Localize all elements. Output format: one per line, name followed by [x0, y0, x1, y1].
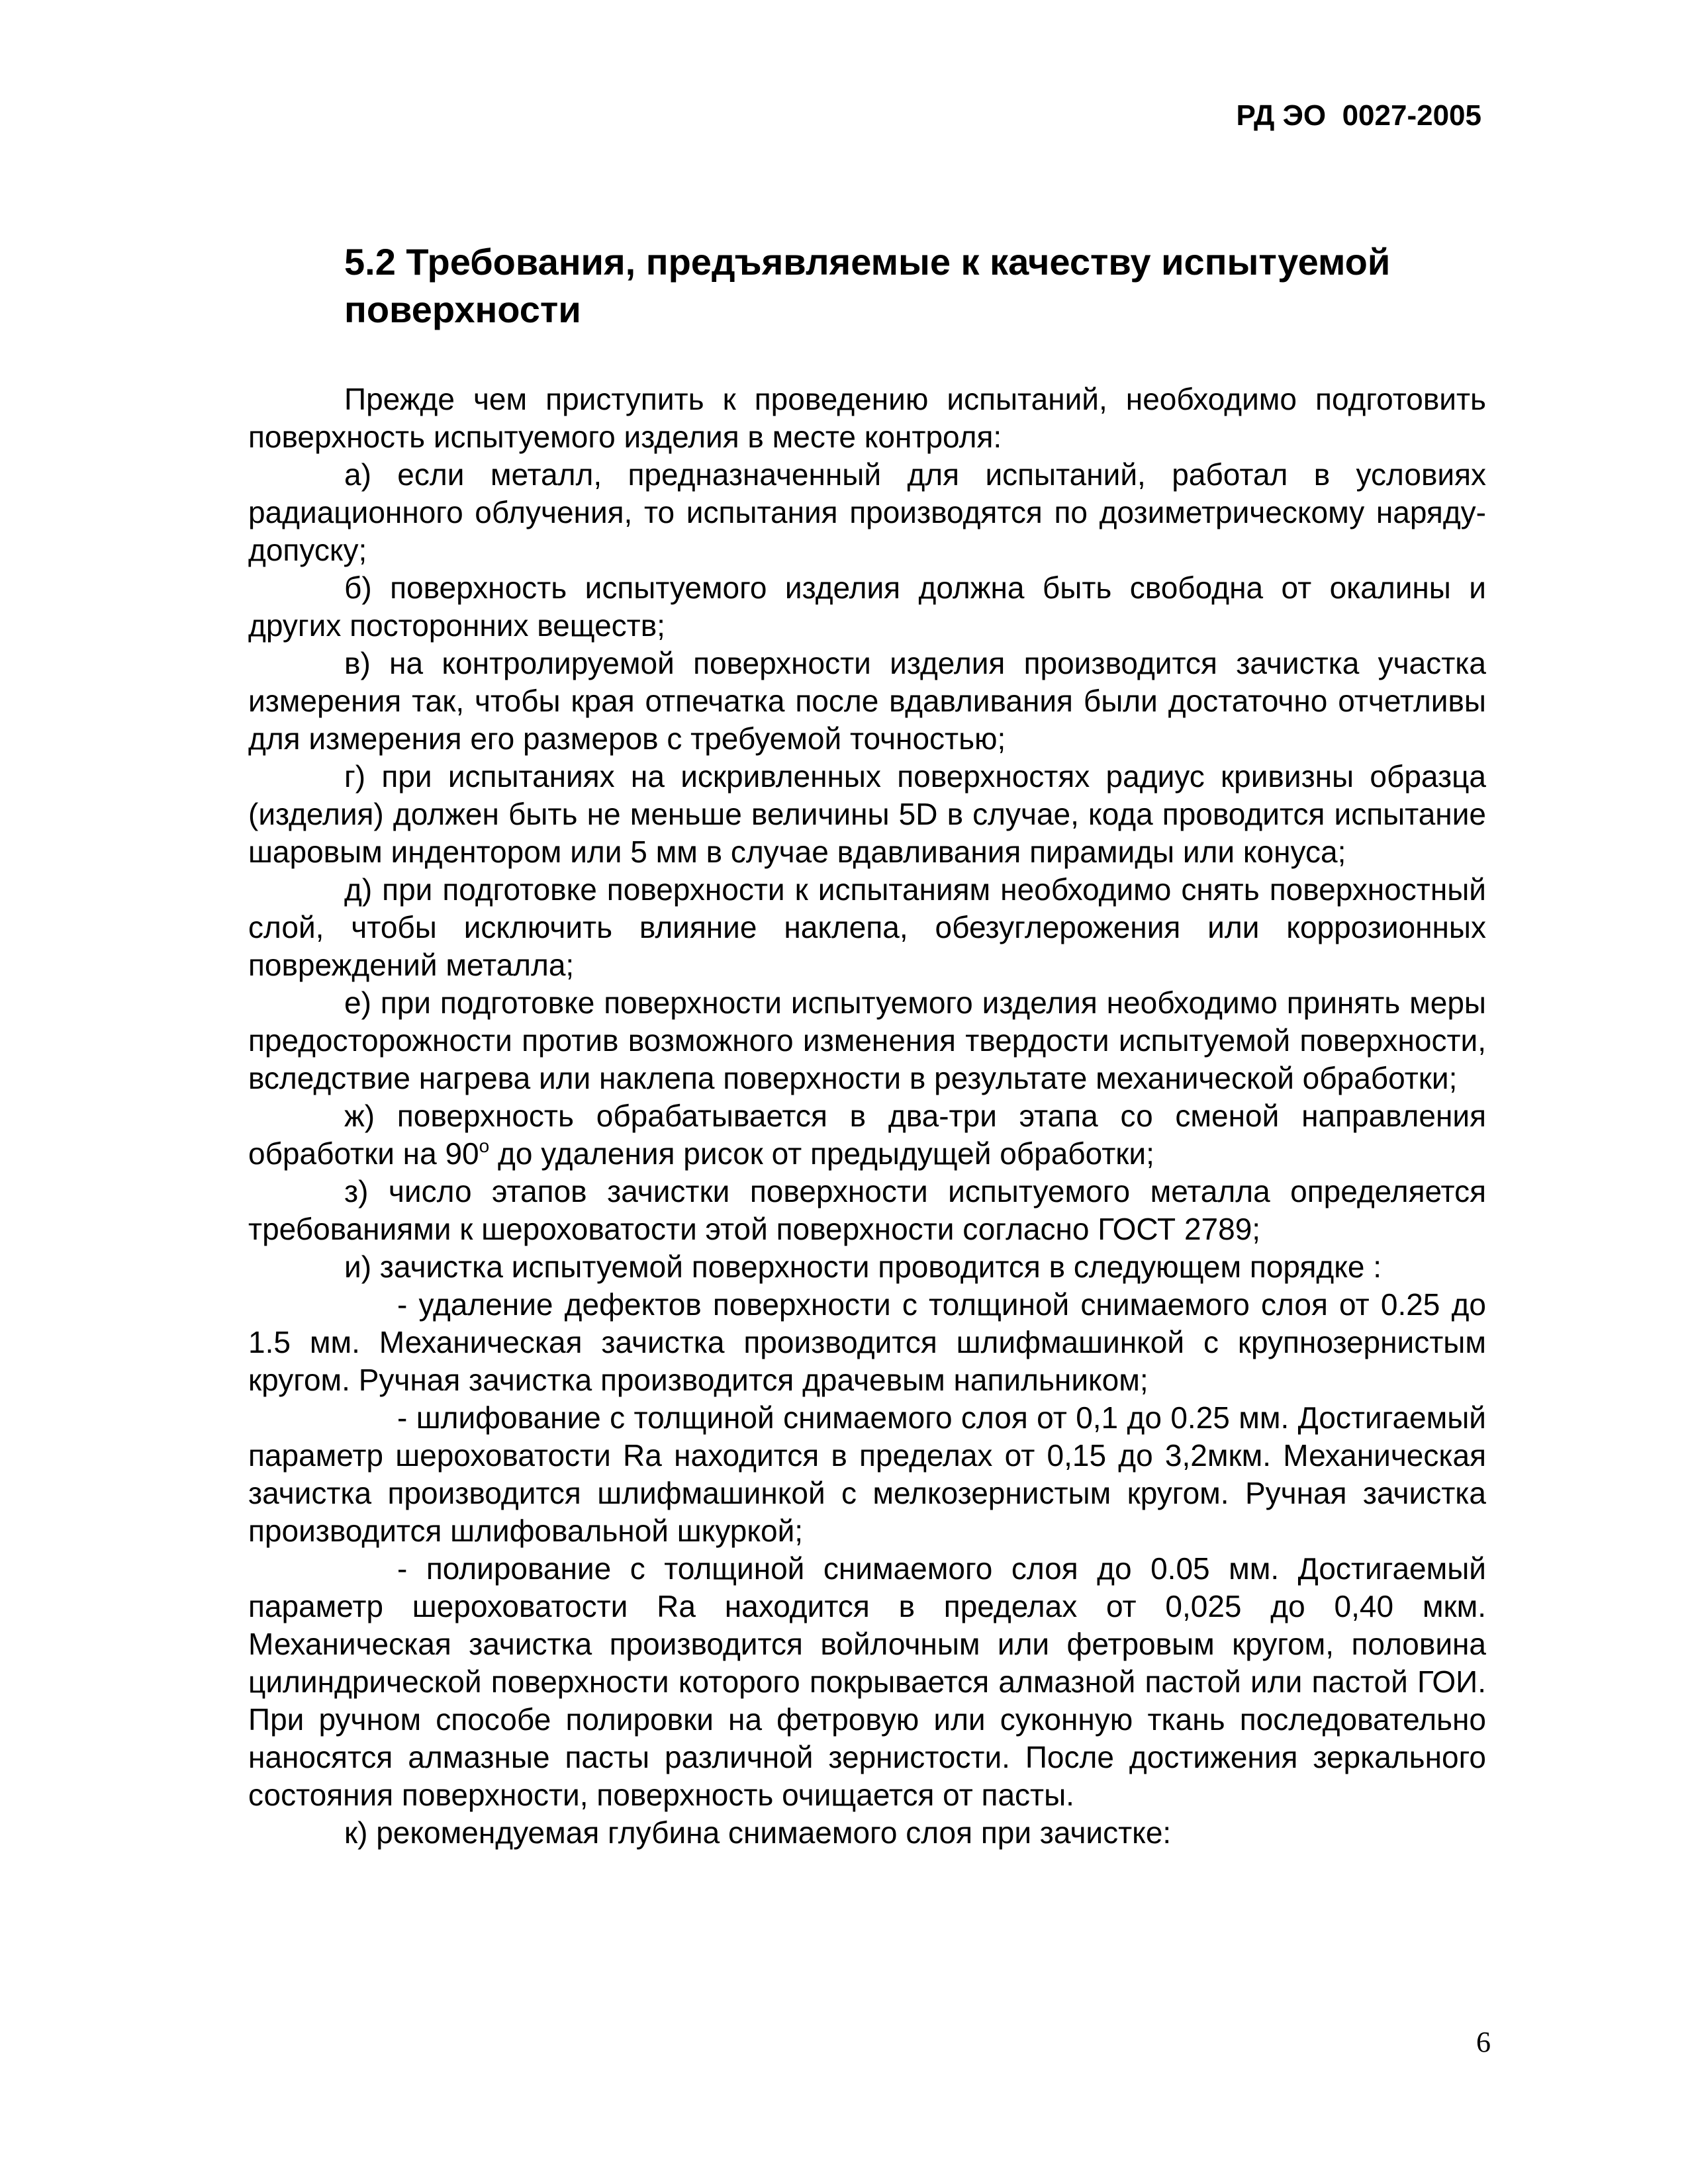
intro-paragraph: Прежде чем приступить к проведению испытаний, необходимо подготовить поверхность испытуемого изделия в месте контроля: [248, 382, 1486, 454]
list-item-k: к) рекомендуемая глубина снимаемого слоя при зачистке: [344, 1815, 1172, 1850]
degree-superscript: о [479, 1136, 490, 1156]
list-item-g: г) при испытаниях на искривленных поверхностях радиус кривизны образца (изделия) должен быть не меньше величины 5D в случае, кода проводится испытание шаровым индентором или 5 мм в случае вдавливания пирамиды или конуса; [248, 759, 1486, 869]
document-code: РД ЭО 0027-2005 [1236, 99, 1481, 132]
section-body [248, 381, 1486, 1852]
list-item-i: и) зачистка испытуемой поверхности проводится в следующем порядке : [344, 1250, 1382, 1284]
list-item-zh-text-end: до удаления рисок от предыдущей обработки; [489, 1136, 1154, 1171]
page-number: 6 [1476, 2026, 1491, 2058]
dash-item-polishing: - полирование с толщиной снимаемого слоя до 0.05 мм. Достигаемый параметр шероховатости Ra находится в пределах от 0,025 до 0,40 мкм. Механическая зачистка производится войлочным или фетровым кругом, половина цилиндрической поверхности которого покрывается алмазной пастой или пастой ГОИ. При ручном способе полировки на фетровую или суконную ткань последовательно наносятся алмазные пасты различной зернистости. После достижения зеркального состояния поверхности, поверхность очищается от пасты. [248, 1551, 1486, 1812]
list-item-zh-text: ж) поверхность обрабатывается в два-три этапа со сменой направления обработки на 90 [248, 1099, 1486, 1171]
list-item-d: д) при подготовке поверхности к испытаниям необходимо снять поверхностный слой, чтобы исключить влияние наклепа, обезуглерожения или коррозионных повреждений металла; [248, 872, 1486, 982]
section-heading: 5.2 Требования, предъявляемые к качеству испытуемой поверхности [344, 241, 1391, 330]
dash-item-removal: - удаление дефектов поверхности с толщиной снимаемого слоя от 0.25 до 1.5 мм. Механическая зачистка производится шлифмашинкой с крупнозернистым кругом. Ручная зачистка производится драчевым напильником; [248, 1287, 1486, 1397]
list-item-a: а) если металл, предназначенный для испытаний, работал в условиях радиационного облучения, то испытания производятся по дозиметрическому наряду-допуску; [248, 457, 1486, 567]
list-item-e: е) при подготовке поверхности испытуемого изделия необходимо принять меры предосторожности против возможного изменения твердости испытуемой поверхности, вследствие нагрева или наклепа поверхности в результате механической обработки; [248, 985, 1486, 1095]
list-item-z: з) число этапов зачистки поверхности испытуемого металла определяется требованиями к шероховатости этой поверхности согласно ГОСТ 2789; [248, 1174, 1486, 1246]
dash-item-grinding: - шлифование с толщиной снимаемого слоя от 0,1 до 0.25 мм. Достигаемый параметр шероховатости Ra находится в пределах от 0,15 до 3,2мкм. Механическая зачистка производится шлифмашинкой с мелкозернистым кругом. Ручная зачистка производится шлифовальной шкуркой; [248, 1400, 1486, 1548]
list-item-v: в) на контролируемой поверхности изделия производится зачистка участка измерения так, чтобы края отпечатка после вдавливания были достаточно отчетливы для измерения его размеров с требуемой точностью; [248, 646, 1486, 756]
list-item-b: б) поверхность испытуемого изделия должна быть свободна от окалины и других посторонних веществ; [248, 570, 1486, 643]
list-item-zh [248, 1097, 1486, 1173]
